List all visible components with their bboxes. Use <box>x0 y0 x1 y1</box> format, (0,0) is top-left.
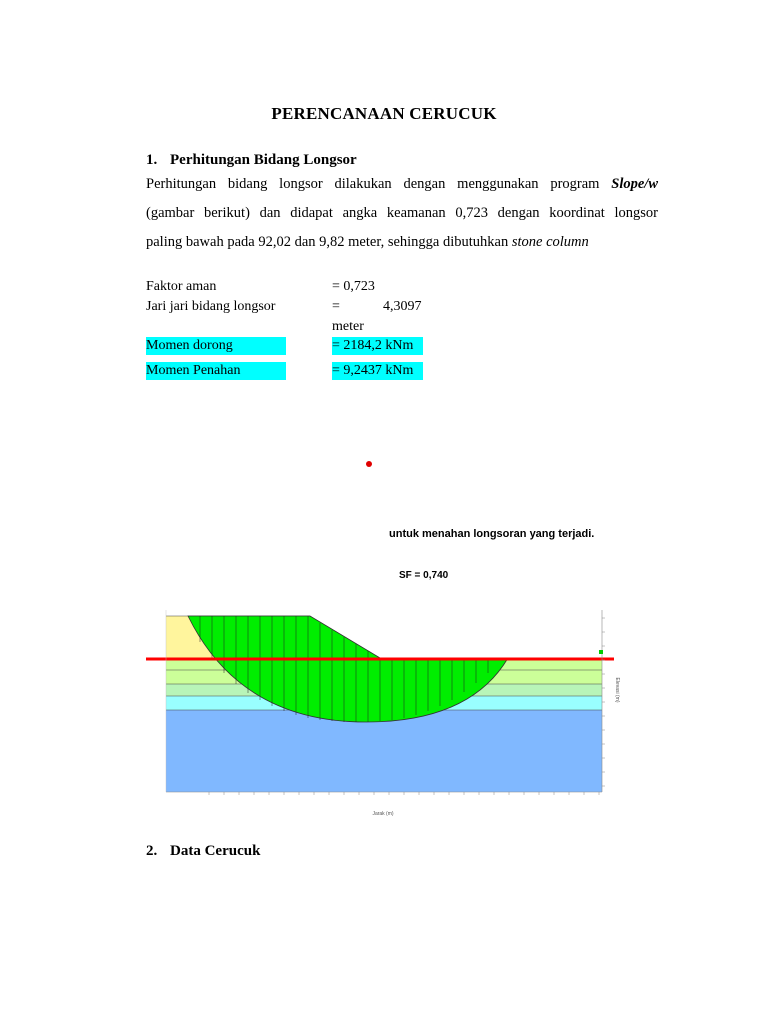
section-1-number: 1. <box>146 152 158 168</box>
y-axis-label: Elevasi (m) <box>614 677 620 703</box>
x-axis-label: Jarak (m) <box>372 811 394 817</box>
stone-column-term: stone column <box>511 234 589 250</box>
axis-marker <box>599 650 603 654</box>
momen-dorong-label: Momen dorong <box>146 338 233 353</box>
base-soil-layer <box>166 710 602 792</box>
jari-jari-label: Jari jari bidang longsor <box>146 299 276 314</box>
section-2-number: 2. <box>146 843 158 859</box>
jari-jari-equals: = <box>332 299 340 314</box>
y-axis-ticks <box>602 618 605 786</box>
momen-penahan-label: Momen Penahan <box>146 363 241 378</box>
jari-jari-value: 4,3097 <box>383 299 422 314</box>
paragraph-line-1 <box>146 170 658 199</box>
momen-penahan-value: = 9,2437 kNm <box>332 363 414 378</box>
x-axis-ticks <box>209 792 599 795</box>
program-name: Slope/w <box>611 176 659 192</box>
red-bullet-dot <box>366 461 372 467</box>
section-2-heading: Data Cerucuk <box>170 843 261 859</box>
section-1-paragraph <box>146 170 658 257</box>
slope-stability-figure <box>140 600 620 822</box>
jari-jari-unit: meter <box>332 319 364 334</box>
momen-dorong-value: = 2184,2 kNm <box>332 338 414 353</box>
faktor-aman-label: Faktor aman <box>146 279 217 294</box>
paragraph-line-1-text: Perhitungan bidang longsor dilakukan dengan menggunakan program <box>146 176 600 192</box>
paragraph-line-3 <box>146 228 658 257</box>
paragraph-line-3-text: paling bawah pada 92,02 dan 9,82 meter, sehingga dibutuhkan <box>146 234 509 250</box>
section-1-heading: Perhitungan Bidang Longsor <box>170 152 357 168</box>
paragraph-line-2: (gambar berikut) dan didapat angka keamanan 0,723 dengan koordinat longsor <box>146 205 658 221</box>
caption-text: untuk menahan longsoran yang terjadi. <box>389 528 595 540</box>
safety-factor-label: SF = 0,740 <box>399 570 449 581</box>
faktor-aman-value: = 0,723 <box>332 279 375 294</box>
page-title: PERENCANAAN CERUCUK <box>271 104 497 123</box>
